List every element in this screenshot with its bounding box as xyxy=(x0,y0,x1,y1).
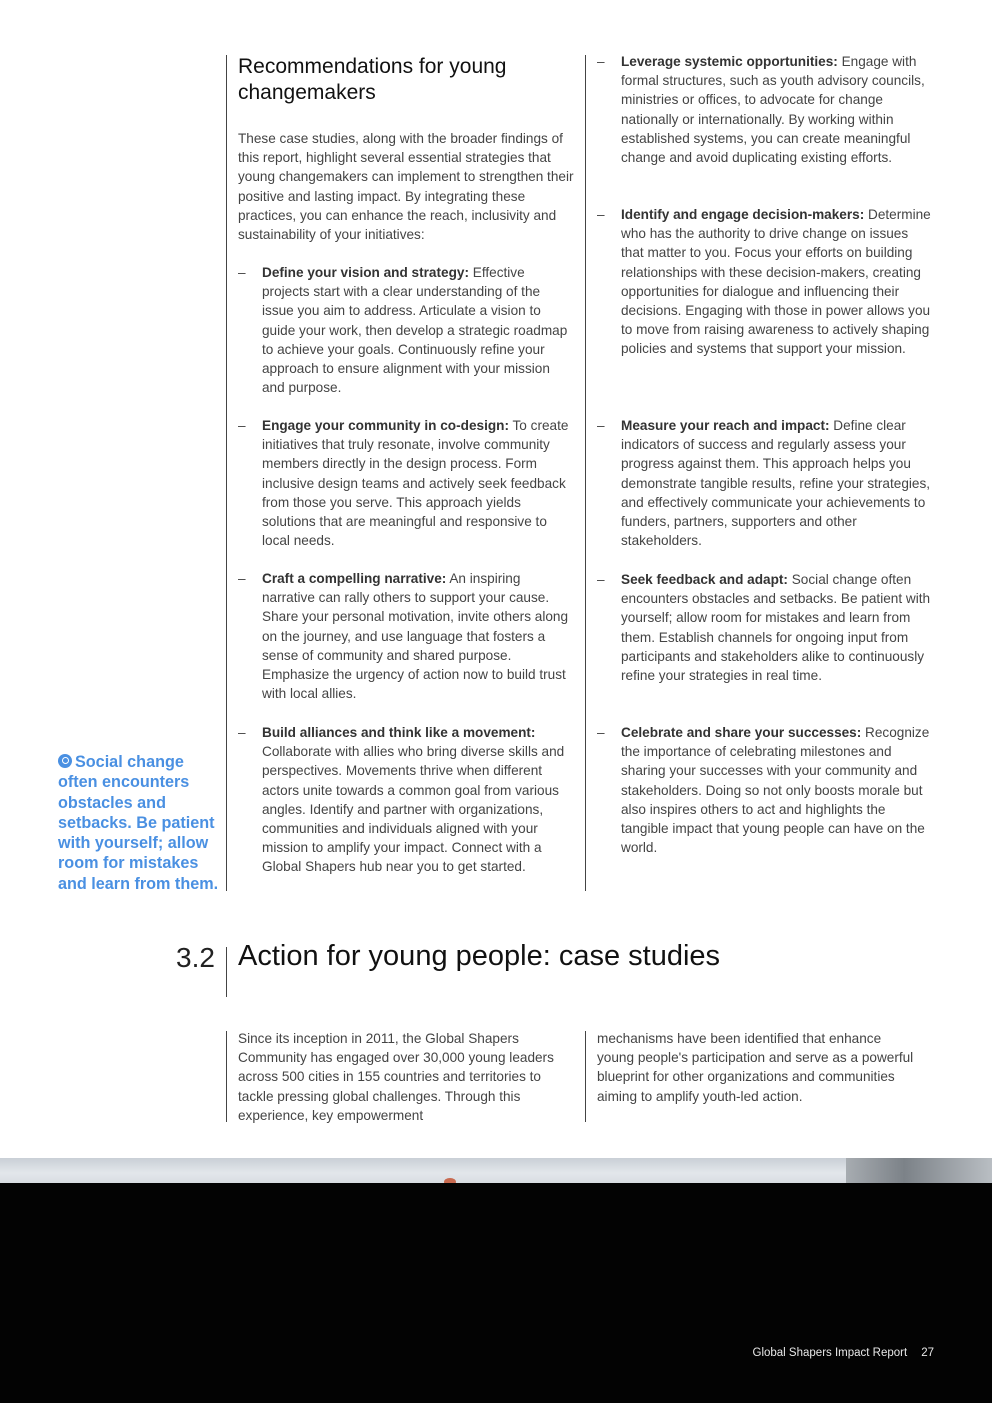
bullet-text: To create initiatives that truly resonate, involve community members directly in the design process. Form inclusive design teams and actively seek feedback from those you serve. This approach yields solutions that are meaningful and responsive to local needs. xyxy=(262,418,569,549)
bullet-systemic xyxy=(597,52,933,167)
bullet-text: Effective projects start with a clear understanding of the issue you aim to address. Articulate a vision to guide your work, then develop a strategic roadmap to achieve your goals. Continuously refine your approach to ensure alignment with your mission and purpose. xyxy=(262,265,568,396)
page-footer xyxy=(753,1347,935,1359)
body-right-rule xyxy=(585,1031,586,1122)
bullet-dash: – xyxy=(597,418,605,433)
page-number: 27 xyxy=(921,1347,934,1359)
pull-quote xyxy=(58,752,220,894)
quote-icon xyxy=(58,754,72,768)
bullet-dash: – xyxy=(238,265,246,280)
pull-quote-text: Social change often encounters obstacles and setbacks. Be patient with yourself; allow room for mistakes and learn from them. xyxy=(58,753,219,893)
bullet-title: Measure your reach and impact: xyxy=(621,418,830,433)
footer-report-title: Global Shapers Impact Report xyxy=(752,1347,908,1359)
bullet-dash: – xyxy=(238,418,246,433)
bullet-title: Engage your community in co-design: xyxy=(262,418,509,433)
bullet-narrative xyxy=(238,569,576,703)
bullet-dash: – xyxy=(597,54,605,69)
bullet-text: Determine who has the authority to drive change on issues that matter to you. Focus your efforts on building relationships with these decision-makers, creating opportunities for dialogue and influencing their decisions. Engaging with those in power allows you to move from raising awareness to actively shaping policies and systems that support your mission. xyxy=(621,207,931,357)
bullet-dash: – xyxy=(597,725,605,740)
bullet-vision-strategy xyxy=(238,263,572,397)
bullet-title: Leverage systemic opportunities: xyxy=(621,54,838,69)
photo-strip xyxy=(0,1158,992,1183)
section-number: 3.2 xyxy=(176,942,215,973)
section-title-rule xyxy=(226,947,227,997)
bullet-text: Collaborate with allies who bring diverse skills and perspectives. Movements thrive when different actors unite towards a common goal from various angles. Identify and partner with organizations, communities and individuals aligned with your mission to amplify your impact. Connect with a Global Shapers hub near you to get started. xyxy=(262,744,565,875)
section-body-col2: mechanisms have been identified that enhance young people's participation and serve as a powerful blueprint for other organizations and communities aiming to amplify youth-led action. xyxy=(597,1031,914,1104)
right-column-rule xyxy=(585,55,586,891)
bullet-dash: – xyxy=(238,571,246,586)
bullet-dash: – xyxy=(597,572,605,587)
body-left-rule xyxy=(226,1031,227,1122)
bullet-title: Craft a compelling narrative: xyxy=(262,571,447,586)
bullet-text: Recognize the importance of celebrating milestones and sharing your successes with your community and stakeholders. Doing so not only boosts morale but also inspires others to act and highlights the tangible impact that young people can have on the world. xyxy=(621,725,930,856)
bullet-measure xyxy=(597,416,933,550)
bullet-alliances xyxy=(238,723,572,877)
bullet-title: Build alliances and think like a movement: xyxy=(262,725,536,740)
left-column-rule xyxy=(226,55,227,891)
dark-image-band xyxy=(0,1183,992,1403)
bullet-text: Define clear indicators of success and regularly assess your progress against them. This approach helps you demonstrate tangible results, refine your strategies, and effectively communicate your achievements to funders, partners, supporters and other stakeholders. xyxy=(621,418,931,549)
bullet-title: Define your vision and strategy: xyxy=(262,265,469,280)
section-title: Action for young people: case studies xyxy=(238,940,721,972)
bullet-text: Engage with formal structures, such as youth advisory councils, ministries or offices, to advocate for change nationally or internationally. By working within established systems, you can create meaningful change and avoid duplicating existing efforts. xyxy=(621,54,925,166)
bullet-title: Celebrate and share your successes: xyxy=(621,725,862,740)
section-heading: Recommendations for young changemakers xyxy=(238,55,507,104)
bullet-co-design xyxy=(238,416,572,550)
bullet-text: Social change often encounters obstacles and setbacks. Be patient with yourself; allow room for mistakes and learn from them. Establish channels for ongoing input from participants and stakeholders alike to continuously refine your strategies in real time. xyxy=(621,572,931,684)
bullet-celebrate xyxy=(597,723,933,857)
bullet-title: Seek feedback and adapt: xyxy=(621,572,788,587)
bullet-decision-makers xyxy=(597,205,933,359)
bullet-title: Identify and engage decision-makers: xyxy=(621,207,865,222)
section-body-col1: Since its inception in 2011, the Global Shapers Community has engaged over 30,000 young leaders across 500 cities in 155 countries and territories to tackle pressing global challenges. Through this experience, key empowerment xyxy=(238,1031,554,1123)
bullet-dash: – xyxy=(597,207,605,222)
photo-detail-dark xyxy=(846,1158,992,1183)
bullet-text: An inspiring narrative can rally others to support your cause. Share your personal motivation, invite others along on the journey, and use language that fosters a sense of community and shared purpose. Emphasize the urgency of action now to build trust with local allies. xyxy=(262,571,569,702)
intro-paragraph: These case studies, along with the broader findings of this report, highlight several essential strategies that young changemakers can implement to strengthen their positive and lasting impact. By integrating these practices, you can enhance the reach, inclusivity and sustainability of your initiatives: xyxy=(238,131,574,243)
bullet-dash: – xyxy=(238,725,246,740)
bullet-feedback xyxy=(597,570,933,685)
